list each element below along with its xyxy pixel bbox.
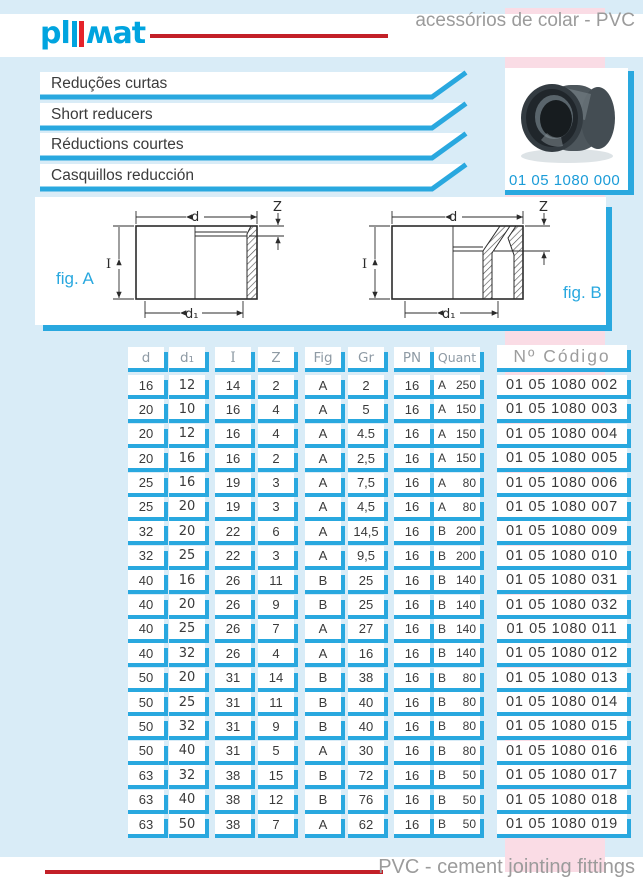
table-cell: A: [305, 619, 341, 639]
table-cell: 12: [169, 424, 205, 444]
table-cell: A: [305, 424, 341, 444]
table-cell: 3: [258, 473, 294, 493]
dim-d1-label: d₁: [185, 307, 199, 322]
table-cell: 9: [258, 716, 294, 736]
table-cell: 31: [215, 668, 251, 688]
table-cell: 63: [128, 765, 164, 785]
footer-text: PVC - cement jointing fittings: [378, 856, 635, 878]
table-cell: 31: [215, 741, 251, 761]
table-row: [0, 448, 643, 468]
table-cell: 15: [258, 765, 294, 785]
table-cell: 16: [215, 448, 251, 468]
table-cell: 50: [128, 668, 164, 688]
table-cell: 20: [169, 497, 205, 517]
table-cell: 16: [394, 619, 430, 639]
table-cell: 40: [128, 643, 164, 663]
quant-cell: A 150: [434, 448, 480, 468]
table-cell: 32: [169, 716, 205, 736]
table-cell: 2: [258, 448, 294, 468]
table-row: [0, 814, 643, 834]
table-cell: 7: [258, 619, 294, 639]
code-cell: 01 05 1080 019: [497, 814, 627, 834]
table-row: [0, 546, 643, 566]
table-cell: 16: [394, 570, 430, 590]
table-cell: 16: [394, 399, 430, 419]
table-cell: 26: [215, 619, 251, 639]
column-header-6: PN: [394, 347, 430, 368]
table-cell: B: [305, 765, 341, 785]
table-cell: 32: [169, 643, 205, 663]
table-row: [0, 716, 643, 736]
table-row: [0, 570, 643, 590]
table-cell: 3: [258, 497, 294, 517]
table-row: [0, 375, 643, 395]
dim-d1-label: d₁: [442, 307, 456, 322]
table-cell: 14: [258, 668, 294, 688]
dim-d-label: d: [449, 210, 458, 225]
table-cell: 2,5: [348, 448, 384, 468]
table-cell: 2: [258, 375, 294, 395]
table-cell: 16: [169, 570, 205, 590]
table-cell: 26: [215, 643, 251, 663]
code-column-header: Nº Código: [497, 345, 627, 368]
table-cell: A: [305, 546, 341, 566]
table-cell: B: [305, 692, 341, 712]
table-row: [0, 497, 643, 517]
table-cell: 63: [128, 790, 164, 810]
table-cell: 19: [215, 473, 251, 493]
table-cell: 25: [348, 570, 384, 590]
table-cell: 9,5: [348, 546, 384, 566]
table-cell: 5: [258, 741, 294, 761]
table-cell: 26: [215, 595, 251, 615]
table-cell: 38: [215, 765, 251, 785]
table-cell: 32: [169, 765, 205, 785]
table-cell: 16: [394, 643, 430, 663]
table-cell: 4: [258, 643, 294, 663]
table-cell: A: [305, 399, 341, 419]
table-cell: A: [305, 521, 341, 541]
table-cell: 20: [169, 521, 205, 541]
table-cell: 16: [394, 595, 430, 615]
table-cell: B: [305, 595, 341, 615]
table-row: [0, 595, 643, 615]
table-cell: 16: [394, 716, 430, 736]
table-row: [0, 692, 643, 712]
table-cell: A: [305, 448, 341, 468]
code-cell: 01 05 1080 007: [497, 497, 627, 517]
logo-text-right: ʍat: [85, 16, 146, 51]
table-cell: 16: [394, 668, 430, 688]
table-cell: A: [305, 643, 341, 663]
table-cell: 50: [128, 716, 164, 736]
table-cell: 40: [169, 790, 205, 810]
table-cell: 22: [215, 521, 251, 541]
table-cell: 16: [128, 375, 164, 395]
product-code: 01 05 1080 000: [505, 170, 628, 190]
table-cell: 38: [215, 790, 251, 810]
table-cell: 25: [169, 619, 205, 639]
quant-cell: B 140: [434, 595, 480, 615]
table-row: [0, 765, 643, 785]
code-cell: 01 05 1080 012: [497, 643, 627, 663]
table-cell: 2: [348, 375, 384, 395]
code-cell: 01 05 1080 011: [497, 619, 627, 639]
code-cell: 01 05 1080 018: [497, 790, 627, 810]
table-cell: A: [305, 375, 341, 395]
quant-cell: B 50: [434, 765, 480, 785]
table-cell: 72: [348, 765, 384, 785]
table-cell: 12: [258, 790, 294, 810]
table-cell: 4,5: [348, 497, 384, 517]
table-cell: 25: [169, 692, 205, 712]
table-cell: 16: [169, 448, 205, 468]
dim-z-label: Z: [273, 200, 282, 215]
table-cell: 16: [394, 692, 430, 712]
quant-cell: B 200: [434, 521, 480, 541]
table-cell: 16: [394, 765, 430, 785]
table-cell: 76: [348, 790, 384, 810]
table-cell: B: [305, 668, 341, 688]
dim-l-label: I: [106, 257, 112, 272]
table-cell: 11: [258, 692, 294, 712]
table-cell: 50: [169, 814, 205, 834]
code-cell: 01 05 1080 016: [497, 741, 627, 761]
table-cell: 5: [348, 399, 384, 419]
column-header-4: Fig: [305, 347, 341, 368]
code-cell: 01 05 1080 014: [497, 692, 627, 712]
code-cell: 01 05 1080 006: [497, 473, 627, 493]
quant-cell: B 80: [434, 692, 480, 712]
table-cell: 20: [128, 448, 164, 468]
table-cell: 50: [128, 741, 164, 761]
table-cell: 63: [128, 814, 164, 834]
table-cell: 16: [215, 424, 251, 444]
table-cell: 40: [348, 692, 384, 712]
table-cell: 19: [215, 497, 251, 517]
table-cell: 40: [128, 619, 164, 639]
table-cell: 40: [128, 595, 164, 615]
table-cell: 38: [215, 814, 251, 834]
table-cell: 14: [215, 375, 251, 395]
fig-a-label: fig. A: [56, 269, 94, 288]
quant-cell: B 80: [434, 668, 480, 688]
table-cell: 31: [215, 692, 251, 712]
table-row: [0, 619, 643, 639]
table-cell: 16: [394, 814, 430, 834]
table-cell: 25: [348, 595, 384, 615]
table-cell: 16: [215, 399, 251, 419]
table-cell: 25: [128, 473, 164, 493]
table-cell: 38: [348, 668, 384, 688]
table-cell: 20: [128, 424, 164, 444]
banner-label: Réductions courtes: [51, 136, 184, 153]
table-cell: A: [305, 497, 341, 517]
table-cell: 20: [169, 595, 205, 615]
table-cell: 10: [169, 399, 205, 419]
table-cell: 20: [169, 668, 205, 688]
table-row: [0, 521, 643, 541]
quant-cell: B 140: [434, 619, 480, 639]
table-cell: 4: [258, 399, 294, 419]
table-row: [0, 643, 643, 663]
logo-text-left: pl: [40, 16, 70, 51]
dim-d-label: d: [191, 210, 200, 225]
table-cell: 4.5: [348, 424, 384, 444]
quant-cell: B 80: [434, 741, 480, 761]
banner-label: Short reducers: [51, 106, 153, 123]
quant-cell: A 250: [434, 375, 480, 395]
table-cell: 16: [394, 375, 430, 395]
code-cell: 01 05 1080 010: [497, 546, 627, 566]
table-cell: 11: [258, 570, 294, 590]
table-cell: A: [305, 741, 341, 761]
code-cell: 01 05 1080 017: [497, 765, 627, 785]
table-cell: B: [305, 716, 341, 736]
table-cell: 50: [128, 692, 164, 712]
table-row: [0, 399, 643, 419]
table-cell: 30: [348, 741, 384, 761]
quant-cell: A 150: [434, 424, 480, 444]
dim-l-label: I: [362, 257, 368, 272]
code-cell: 01 05 1080 015: [497, 716, 627, 736]
code-cell: 01 05 1080 003: [497, 399, 627, 419]
table-cell: 22: [215, 546, 251, 566]
table-cell: B: [305, 790, 341, 810]
code-cell: 01 05 1080 031: [497, 570, 627, 590]
quant-cell: B 50: [434, 790, 480, 810]
table-cell: 12: [169, 375, 205, 395]
quant-cell: B 50: [434, 814, 480, 834]
table-cell: 16: [394, 424, 430, 444]
table-cell: 16: [394, 473, 430, 493]
dim-z-label: Z: [539, 200, 548, 215]
quant-cell: B 200: [434, 546, 480, 566]
code-cell: 01 05 1080 005: [497, 448, 627, 468]
footer-red-rule: [45, 870, 383, 874]
table-row: [0, 668, 643, 688]
table-cell: 32: [128, 546, 164, 566]
table-cell: 16: [394, 741, 430, 761]
code-cell: 01 05 1080 013: [497, 668, 627, 688]
table-cell: B: [305, 570, 341, 590]
quant-cell: A 80: [434, 497, 480, 517]
quant-cell: B 140: [434, 643, 480, 663]
quant-cell: A 150: [434, 399, 480, 419]
table-cell: 25: [128, 497, 164, 517]
table-cell: 40: [128, 570, 164, 590]
code-cell: 01 05 1080 002: [497, 375, 627, 395]
table-cell: 31: [215, 716, 251, 736]
table-row: [0, 790, 643, 810]
table-cell: 4: [258, 424, 294, 444]
table-cell: 26: [215, 570, 251, 590]
table-cell: 25: [169, 546, 205, 566]
table-cell: 40: [348, 716, 384, 736]
code-cell: 01 05 1080 004: [497, 424, 627, 444]
table-row: [0, 741, 643, 761]
table-cell: 16: [394, 546, 430, 566]
table-cell: A: [305, 814, 341, 834]
table-cell: A: [305, 473, 341, 493]
table-cell: 16: [394, 448, 430, 468]
code-cell: 01 05 1080 009: [497, 521, 627, 541]
table-cell: 16: [394, 521, 430, 541]
table-cell: 3: [258, 546, 294, 566]
column-header-5: Gr: [348, 347, 384, 368]
column-header-0: d: [128, 347, 164, 368]
quant-cell: B 140: [434, 570, 480, 590]
table-cell: 7,5: [348, 473, 384, 493]
table-cell: 16: [394, 497, 430, 517]
table-cell: 14,5: [348, 521, 384, 541]
banner-label: Reduções curtas: [51, 75, 168, 92]
table-cell: 6: [258, 521, 294, 541]
banner-label: Casquillos reducción: [51, 167, 195, 184]
code-cell: 01 05 1080 032: [497, 595, 627, 615]
table-row: [0, 424, 643, 444]
quant-cell: A 80: [434, 473, 480, 493]
table-cell: 62: [348, 814, 384, 834]
table-cell: 40: [169, 741, 205, 761]
table-cell: 16: [348, 643, 384, 663]
column-header-1: d₁: [169, 347, 205, 368]
table-body: [0, 375, 643, 838]
table-cell: 9: [258, 595, 294, 615]
quant-cell: B 80: [434, 716, 480, 736]
table-cell: 20: [128, 399, 164, 419]
table-cell: 16: [394, 790, 430, 810]
column-header-quant: Quant: [434, 347, 480, 368]
column-header-2: I: [215, 347, 251, 368]
page-title: acessórios de colar - PVC: [415, 10, 635, 31]
table-cell: 27: [348, 619, 384, 639]
table-cell: 32: [128, 521, 164, 541]
fig-b-label: fig. B: [563, 283, 602, 302]
column-header-3: Z: [258, 347, 294, 368]
table-cell: 7: [258, 814, 294, 834]
table-cell: 16: [169, 473, 205, 493]
table-row: [0, 473, 643, 493]
